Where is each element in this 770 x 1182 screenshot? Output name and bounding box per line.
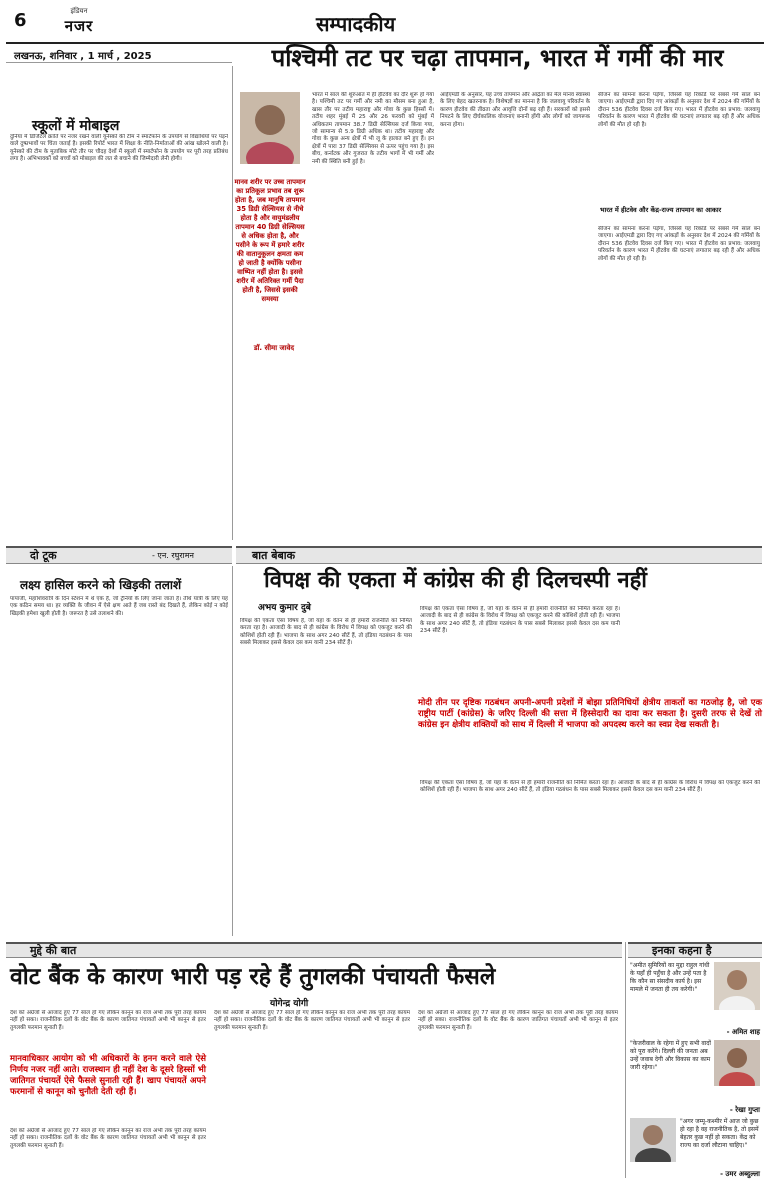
- schools-body: दुनिया में डिजिटल क्रांति पर नजर रखने वाली यूनेस्को की टीम ने स्मार्टफोन के उपयोग से विद्यार्थियों पर पड़ने वाले दुष्प्रभावों पर चिंता जताई है। इसकी रिपोर्ट भारत में शिक्षा के नीति-निर्माताओं की आंख खोलने वाली है। यूनेस्को की टीम के मुताबिक मोटे तौर पर चौदह देशों में स्कूलों में स्मार्टफोन के उपयोग पर पूरी तरह प्रतिबंध लगा है। अभिभावकों को बच्चों को मोबाइल की लत से बचाने की जिम्मेदारी लेनी होगी।: [10, 134, 228, 163]
- inka-name-2: - रेखा गुप्ता: [729, 1106, 760, 1114]
- lead-author: डॉ. सीमा जावेद: [253, 344, 295, 352]
- lead-subheading: भारत में हीटवेव और केंद्र-राज्य तापमान का आकार: [600, 206, 722, 214]
- mudde-red-text: मानवाधिकार आयोग को भी अधिकारों के हनन करने वाले ऐसे निर्णय नजर नहीं आते। राजस्थान ही नहीं देश के दूसरे हिस्सों भी जातिगत पंचायतें ऐसे फैसले सुनाती रही हैं। खाप पंचायतें अपने फरमानों से कानून को चुनौती देती रही हैं।: [10, 1054, 206, 1097]
- mudde-headline: वोट बैंक के कारण भारी पड़ रहे हैं तुगलकी पंचायती फैसले: [10, 964, 496, 990]
- inka-quote-2: "केजरीवाल के रहेगा में हुए सभी वादों को पूरा करेंगे। दिल्ली की जनता अब उन्हें जवाब देगी और विकास का काम जारी रहेगा।": [630, 1040, 711, 1071]
- inka-name-1: - अमित शाह: [726, 1028, 760, 1036]
- batbebak-body-1: विपक्ष की एकता ऐसा विषय है, जो यहां के वेतन से ही हमारी राजनीति को निर्मित करता रहा है। आजादी के बाद से ही कांग्रेस के विरोध में विपक्ष को एकजुट करने की कोशिशें होती रही हैं। भाजपा के साथ अगर 240 सीटें हैं, तो इंडिया गठबंधन के पास सबसे मिलाकर इससे केवल दस कम यानी 234 सीटें हैं।: [240, 618, 412, 647]
- mudde-tag: मुद्दे की बात: [30, 944, 77, 957]
- dotook-byline: - एन. रघुरामन: [152, 551, 194, 560]
- batbebak-tag: बात बेबाक: [252, 549, 296, 562]
- author-photo: [240, 92, 300, 164]
- lead-column-3-cont: सीजन का सामना करना पड़ेगा, जिससे यह रिकॉर्ड पर सबसे गर्म साल बन जाएगा। आईएमडी द्वारा दिए गए आंकड़ों के अनुसार देश में 2024 की गर्मियों के दौरान 536 हीटवेव दिवस दर्ज किए गए। भारत में हीटवेव का प्रभाव: जलवायु परिवर्तन के कारण भारत में हीटवेव की घटनाएं लगातार बढ़ रही हैं और अधिक लोगों की मौत हो रही है।: [598, 226, 760, 262]
- dotook-body: पापाजी, महाशिवरात्रि के दिन स्टेशन में थे एक है, जो ट्रेनियों के लिए जाना जाता है। तीर्थ यात्री के लिए यह एक कठिन समय था। हर व्यक्ति के जीवन में ऐसे क्षण आते हैं जब रास्ते बंद दिखते हैं, लेकिन कोई न कोई खिड़की हमेशा खुली होती है। जरूरत है उसे तलाशने की।: [10, 596, 228, 617]
- batbebak-pull-quote: मोदी तीन पर दृष्टिक गठबंधन अपनी-अपनी प्रदेशों में बोझा प्रतिनिधियों क्षेत्रीय ताकतों का गठजोड़ है, जो एक राष्ट्रीय पार्टी (कांग्रेस) के जरिए दिल्ली की सत्ता में हिस्सेदारी का दावा कर सकता है। दुसरी तरफ से देखें तो कांग्रेस इन क्षेत्रीय शक्तियों को साथ में दिल्ली में भाजपा को अपदस्थ करने का स्वप्न देख सकती है।: [418, 698, 762, 730]
- dateline: लखनऊ, शनिवार , 1 मार्च , 2025: [14, 51, 152, 62]
- page-number: 6: [14, 10, 27, 31]
- dotook-title: लक्ष्य हासिल करने को खिड़की तलाशें: [20, 578, 182, 592]
- rekha-gupta-photo: [714, 1040, 760, 1086]
- section-title: सम्पादकीय: [316, 12, 396, 36]
- lead-column-2: आईएमडी के अनुसार, यह उच्च तापमान और आर्द्रता का मेल मानव स्वास्थ्य के लिए बेहद खतरनाक है। विशेषज्ञों का मानना है कि जलवायु परिवर्तन के कारण हीटवेव की तीव्रता और आवृत्ति दोनों बढ़ रही हैं। सरकारों को इससे निपटने के लिए दीर्घकालिक योजनाएं बनानी होंगी और लोगों को जागरूक करना होगा।: [440, 92, 590, 128]
- batbebak-tagbar: [236, 546, 762, 564]
- lead-column-1: भारत में साल की शुरुआत में ही हीटवेव का दौर शुरू हो गया है। पश्चिमी तट पर गर्मी और नमी का मौसम बना हुआ है, खास तौर पर तटीय महाराष्ट्र और गोवा के कुछ हिस्सों में। तटीय शहर मुंबई में 25 और 26 फरवरी को मुंबई में अधिकतम तापमान 38.7 डिग्री सेल्सियस दर्ज किया गया, जो सामान्य से 5.9 डिग्री अधिक था। तटीय महाराष्ट्र और गोवा के कुछ अन्य क्षेत्रों में भी लू के हालात बने हुए हैं। इन क्षेत्रों में पारा 37 डिग्री सेल्सियस से ऊपर पहुंच गया है। इस बीच, कर्नाटक और गुजरात के तटीय भागों में भी गर्मी और नमी की स्थिति बनी हुई है।: [312, 92, 434, 165]
- schools-title: स्कूलों में मोबाइल: [32, 118, 120, 134]
- batbebak-byline: अभय कुमार दुबे: [258, 603, 311, 613]
- inka-name-3: - उमर अब्दुल्ला: [720, 1170, 760, 1178]
- batbebak-body-2: विपक्ष की एकता ऐसा विषय है, जो यहां के वेतन से ही हमारी राजनीति को निर्मित करता रहा है। आजादी के बाद से ही कांग्रेस के विरोध में विपक्ष को एकजुट करने की कोशिशें होती रही हैं। भाजपा के साथ अगर 240 सीटें हैं, तो इंडिया गठबंधन के पास सबसे मिलाकर इससे केवल दस कम यानी 234 सीटें हैं।: [420, 606, 620, 635]
- inka-quote-1: "अमीत सुमिरियों का मुद्दा राहुल गांधी के यहाँ ही पहुँचा है और उन्हें पता है कि कौन सा संसदीय कार्य है। इस मामले में जनता ही तय करेगी।": [630, 962, 710, 993]
- mudde-body-1: देश को अंग्रेजों से आजाद हुए 77 साल हो गए लेकिन कानून का राज अभी तक पूरी तरह कायम नहीं हो सका। राजनीतिक दलों के वोट बैंक के कारण जातिगत पंचायतों अभी भी कानून से इतर तुगलकी फरमान सुनाती हैं।: [10, 1010, 206, 1031]
- mudde-byline: योगेन्द्र योगी: [270, 999, 309, 1009]
- omar-abdullah-photo: [630, 1118, 676, 1162]
- batbebak-headline: विपक्ष की एकता में कांग्रेस की ही दिलचस्पी नहीं: [264, 568, 647, 593]
- lead-headline: पश्चिमी तट पर चढ़ा तापमान, भारत में गर्मी की मार: [271, 44, 724, 72]
- inka-tag: इनका कहना है: [652, 944, 712, 957]
- amit-shah-photo: [714, 962, 760, 1010]
- mudde-body-2: देश को अंग्रेजों से आजाद हुए 77 साल हो गए लेकिन कानून का राज अभी तक पूरी तरह कायम नहीं हो सका। राजनीतिक दलों के वोट बैंक के कारण जातिगत पंचायतों अभी भी कानून से इतर तुगलकी फरमान सुनाती हैं।: [10, 1128, 206, 1149]
- masthead-logo: इंडियन नजर: [64, 7, 94, 35]
- mudde-body-3: देश को अंग्रेजों से आजाद हुए 77 साल हो गए लेकिन कानून का राज अभी तक पूरी तरह कायम नहीं हो सका। राजनीतिक दलों के वोट बैंक के कारण जातिगत पंचायतों अभी भी कानून से इतर तुगलकी फरमान सुनाती हैं।: [214, 1010, 410, 1031]
- dotook-tag: दो टूक: [30, 549, 57, 562]
- batbebak-body-3: विपक्ष की एकता ऐसा विषय है, जो यहां के वेतन से ही हमारी राजनीति को निर्मित करता रहा है। आजादी के बाद से ही कांग्रेस के विरोध में विपक्ष को एकजुट करने की कोशिशें होती रही हैं। भाजपा के साथ अगर 240 सीटें हैं, तो इंडिया गठबंधन के पास सबसे मिलाकर इससे केवल दस कम यानी 234 सीटें हैं।: [420, 780, 760, 794]
- inka-quote-3: "अगर जम्मू-कश्मीर में आज जो कुछ हो रहा है वह राजनीतिक है, तो इसमें बेहतर कुछ नहीं हो सकता। केंद्र को राज्य का दर्जा लौटाना चाहिए।": [680, 1118, 759, 1149]
- mudde-tagbar: [6, 942, 622, 958]
- page-header: [6, 4, 764, 44]
- mudde-body-4: देश को अंग्रेजों से आजाद हुए 77 साल हो गए लेकिन कानून का राज अभी तक पूरी तरह कायम नहीं हो सका। राजनीतिक दलों के वोट बैंक के कारण जातिगत पंचायतों अभी भी कानून से इतर तुगलकी फरमान सुनाती हैं।: [418, 1010, 618, 1031]
- lead-column-3: सीजन का सामना करना पड़ेगा, जिससे यह रिकॉर्ड पर सबसे गर्म साल बन जाएगा। आईएमडी द्वारा दिए गए आंकड़ों के अनुसार देश में 2024 की गर्मियों के दौरान 536 हीटवेव दिवस दर्ज किए गए। भारत में हीटवेव का प्रभाव: जलवायु परिवर्तन के कारण भारत में हीटवेव की घटनाएं लगातार बढ़ रही हैं और अधिक लोगों की मौत हो रही है।: [598, 92, 760, 128]
- lead-pull-quote: मानव शरीर पर उच्च तापमान का प्रतिकूल प्रभाव तब शुरू होता है, जब मानुषि तापमान 35 डिग्री सेल्सियस से नीचे होता है और वायुमंडलीय तापमान 40 डिग्री सेल्सियस से अधिक होता है, और पसीने के रूप में हमारे शरीर की वातानुकूलन क्षमता कम हो जाती है क्योंकि पसीना वाष्पित नहीं होता है। इससे शरीर में अतिरिक्त गर्मी पैदा होती है, जिससे इसकी समस्या: [234, 178, 306, 303]
